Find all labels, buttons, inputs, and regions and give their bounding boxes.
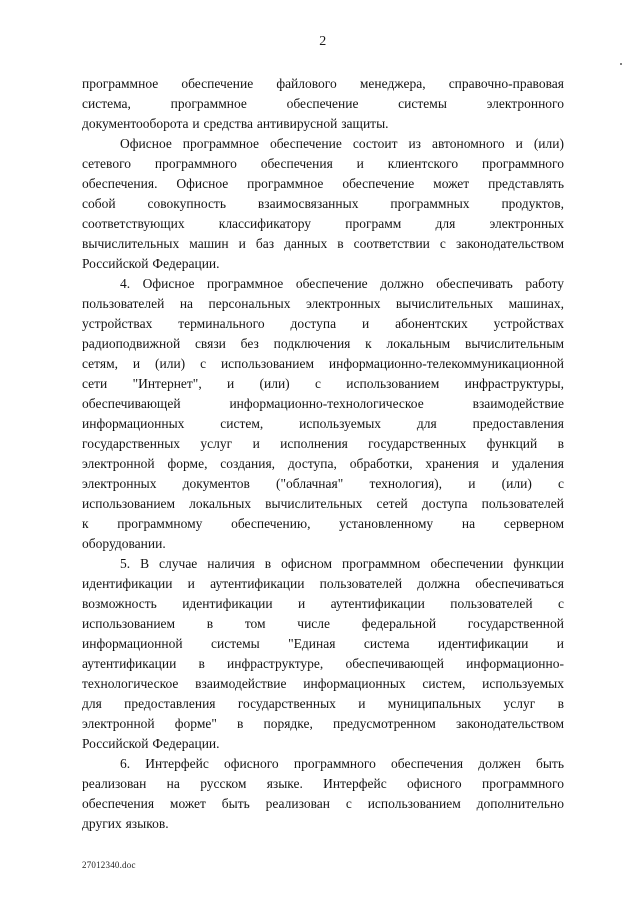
text-line: информационных систем, используемых для предоставления	[82, 416, 564, 431]
text-line: система, программное обеспечение системы электронного	[82, 96, 564, 111]
paragraph	[82, 274, 564, 554]
text-line: реализован на русском языке. Интерфейс офисного программного	[82, 776, 564, 791]
text-line: использованием в том числе федеральной государственной	[82, 616, 564, 631]
text-line: программное обеспечение файлового менеджера, справочно-правовая	[82, 76, 564, 91]
text-line: 6. Интерфейс офисного программного обеспечения должен быть	[120, 756, 564, 771]
text-line: соответствующих классификатору программ для электронных	[82, 216, 564, 231]
paragraph	[82, 554, 564, 754]
page-number: 2	[319, 34, 327, 49]
text-line: обеспечения может быть реализован с использованием дополнительно	[82, 796, 564, 811]
text-line: Российской Федерации.	[82, 736, 220, 751]
text-line: собой совокупность взаимосвязанных программных продуктов,	[82, 196, 564, 211]
paragraph	[82, 134, 564, 274]
text-line: сетевого программного обеспечения и клиентского программного	[82, 156, 564, 171]
text-line: возможность идентификации и аутентификации пользователей с	[82, 596, 564, 611]
document-body	[82, 74, 564, 834]
text-line: идентификации и аутентификации пользователей должна обеспечиваться	[82, 576, 564, 591]
text-line: документооборота и средства антивирусной защиты.	[82, 116, 389, 131]
text-line: Российской Федерации.	[82, 256, 220, 271]
text-line: обеспечивающей информационно-технологическое взаимодействие	[82, 396, 564, 411]
footer-filename: 27012340.doc	[82, 860, 136, 870]
text-line: использованием локальных вычислительных сетей доступа пользователей	[82, 496, 564, 511]
text-line: электронных документов ("облачная" технология), и (или) с	[82, 476, 564, 491]
text-line: радиоподвижной связи без подключения к локальным вычислительным	[82, 336, 564, 351]
paragraph	[82, 754, 564, 834]
text-line: аутентификации в инфраструктуре, обеспечивающей информационно-	[82, 656, 564, 671]
text-line: 5. В случае наличия в офисном программном обеспечении функции	[120, 556, 564, 571]
text-line: к программному обеспечению, установленному на серверном	[82, 516, 564, 531]
text-line: 4. Офисное программное обеспечение должно обеспечивать работу	[120, 276, 564, 291]
text-line: оборудовании.	[82, 536, 166, 551]
text-line: технологическое взаимодействие информационных систем, используемых	[82, 676, 564, 691]
text-line: других языков.	[82, 816, 169, 831]
paragraph	[82, 74, 564, 134]
scan-speck	[620, 63, 622, 65]
text-line: для предоставления государственных и муниципальных услуг в	[82, 696, 564, 711]
text-line: устройствах терминального доступа и абонентских устройствах	[82, 316, 564, 331]
text-line: электронной форме" в порядке, предусмотренном законодательством	[82, 716, 564, 731]
text-line: обеспечения. Офисное программное обеспечение может представлять	[82, 176, 564, 191]
text-line: сетям, и (или) с использованием информационно-телекоммуникационной	[82, 356, 564, 371]
text-column	[82, 34, 564, 834]
text-line: пользователей на персональных электронных вычислительных машинах,	[82, 296, 564, 311]
text-line: сети "Интернет", и (или) с использованием инфраструктуры,	[82, 376, 564, 391]
text-line: вычислительных машин и баз данных в соответствии с законодательством	[82, 236, 564, 251]
text-line: информационной системы "Единая система идентификации и	[82, 636, 564, 651]
text-line: электронной форме, создания, доступа, обработки, хранения и удаления	[82, 456, 564, 471]
text-line: государственных услуг и исполнения государственных функций в	[82, 436, 564, 451]
text-line: Офисное программное обеспечение состоит из автономного и (или)	[120, 136, 564, 151]
